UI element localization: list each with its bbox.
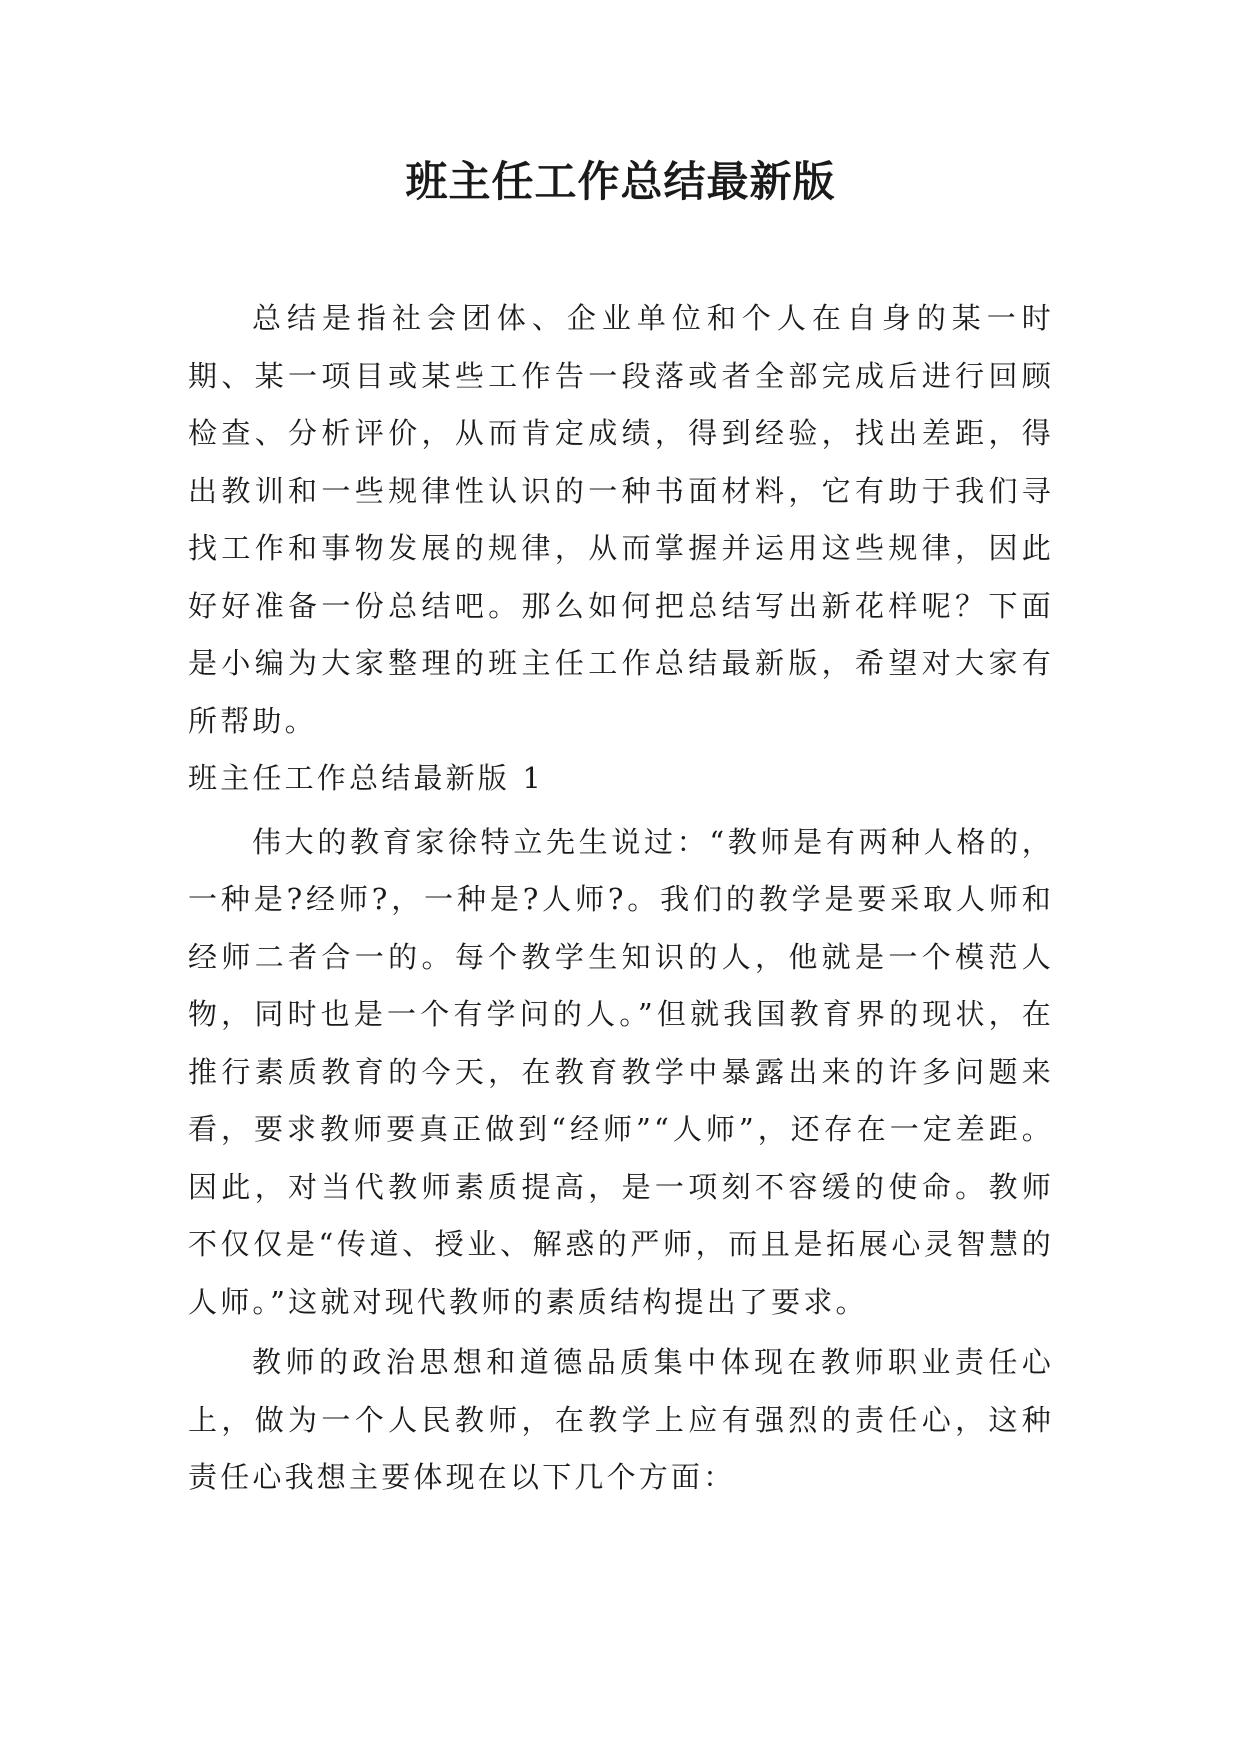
- body-paragraph-1: 伟大的教育家徐特立先生说过：“教师是有两种人格的，一种是?经师?，一种是?人师?。我们的教学是要采取人师和经师二者合一的。每个教学生知识的人，他就是一个模范人物，同时也是一个有学问的人。”但就我国教育界的现状，在推行素质教育的今天，在教育教学中暴露出来的许多问题来看，要求教师要真正做到“经师”“人师”，还存在一定差距。因此，对当代教师素质提高，是一项刻不容缓的使命。教师不仅仅是“传道、授业、解惑的严师，而且是拓展心灵智慧的人师。”这就对现代教师的素质结构提出了要求。: [188, 824, 1054, 1319]
- intro-paragraph: 总结是指社会团体、企业单位和个人在自身的某一时期、某一项目或某些工作告一段落或者全部完成后进行回顾检查、分析评价，从而肯定成绩，得到经验，找出差距，得出教训和一些规律性认识的一种书面材料，它有助于我们寻找工作和事物发展的规律，从而掌握并运用这些规律，因此好好准备一份总结吧。那么如何把总结写出新花样呢？下面是小编为大家整理的班主任工作总结最新版，希望对大家有所帮助。: [188, 301, 1054, 738]
- document-body: [188, 290, 1054, 1507]
- document-title: 班主任工作总结最新版: [405, 157, 836, 206]
- body-paragraph-2: 教师的政治思想和道德品质集中体现在教师职业责任心上，做为一个人民教师，在教学上应有强烈的责任心，这种责任心我想主要体现在以下几个方面：: [188, 1345, 1054, 1494]
- section-heading: 班主任工作总结最新版 1: [188, 761, 545, 795]
